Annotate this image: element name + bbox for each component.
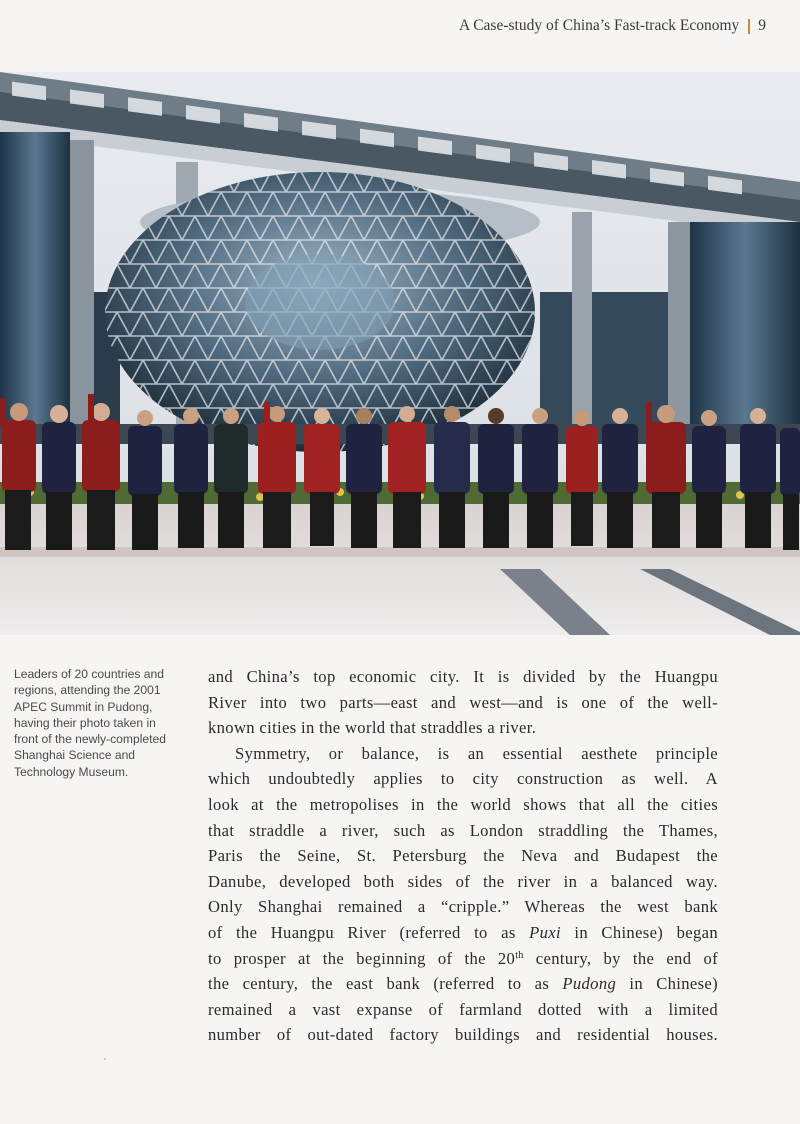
text-line: that straddle a river, such as London straddling the Thames,	[208, 820, 718, 840]
caption-line: front of the newly-completed	[14, 732, 166, 747]
text-line	[208, 920, 718, 946]
caption-line: APEC Summit in Pudong,	[14, 699, 153, 714]
page-speck	[104, 1058, 106, 1060]
text-line: which undoubtedly applies to city construction as well. A	[208, 769, 718, 789]
caption-line: regions, attending the 2001	[14, 683, 161, 698]
caption-line: Leaders of 20 countries and	[14, 667, 164, 681]
italic-term-puxi: Puxi	[529, 922, 561, 942]
text-line: Only Shanghai remained a “cripple.” Whereas the west bank	[208, 897, 718, 917]
text-line: Danube, developed both sides of the river in a balanced way.	[208, 871, 718, 891]
text-run: in Chinese)	[616, 974, 719, 994]
text-run: century, by the end of	[523, 948, 718, 968]
text-line: look at the metropolises in the world shows that all the cities	[208, 794, 718, 814]
running-title: A Case-study of China’s Fast-track Economy	[459, 17, 740, 34]
caption-line: Shanghai Science and	[14, 748, 136, 763]
paragraph-2	[208, 741, 718, 1048]
text-line: remained a vast expanse of farmland dotted with a limited	[208, 999, 718, 1019]
superscript-th: th	[515, 949, 524, 961]
text-run: the century, the east bank (referred to as	[208, 974, 563, 994]
text-line: River into two parts—east and west—and is one of the well-	[208, 692, 718, 712]
paragraph-1	[208, 664, 718, 741]
text-line: known cities in the world that straddles a river.	[208, 718, 537, 738]
text-run: in Chinese) began	[560, 922, 718, 942]
caption-line: having their photo taken in	[14, 715, 156, 730]
summit-photo	[0, 72, 800, 635]
running-header	[459, 17, 766, 35]
text-run: of the Huangpu River (referred to as	[208, 922, 530, 942]
text-line	[208, 946, 718, 972]
text-line: number of out-dated factory buildings and residential houses.	[208, 1025, 718, 1045]
text-line	[208, 971, 718, 997]
body-text	[208, 664, 718, 1048]
header-divider	[748, 19, 750, 34]
summit-photo-illustration	[0, 72, 800, 635]
italic-term-pudong: Pudong	[562, 974, 617, 994]
text-line: Symmetry, or balance, is an essential aesthete principle	[235, 743, 718, 763]
caption-line: Technology Museum.	[14, 764, 129, 779]
page-number: 9	[758, 17, 766, 34]
text-line: and China’s top economic city. It is divided by the Huangpu	[208, 667, 718, 686]
text-run: to prosper at the beginning of the 20	[208, 948, 516, 968]
photo-caption	[14, 666, 172, 780]
text-line: Paris the Seine, St. Petersburg the Neva and Budapest the	[208, 846, 718, 866]
